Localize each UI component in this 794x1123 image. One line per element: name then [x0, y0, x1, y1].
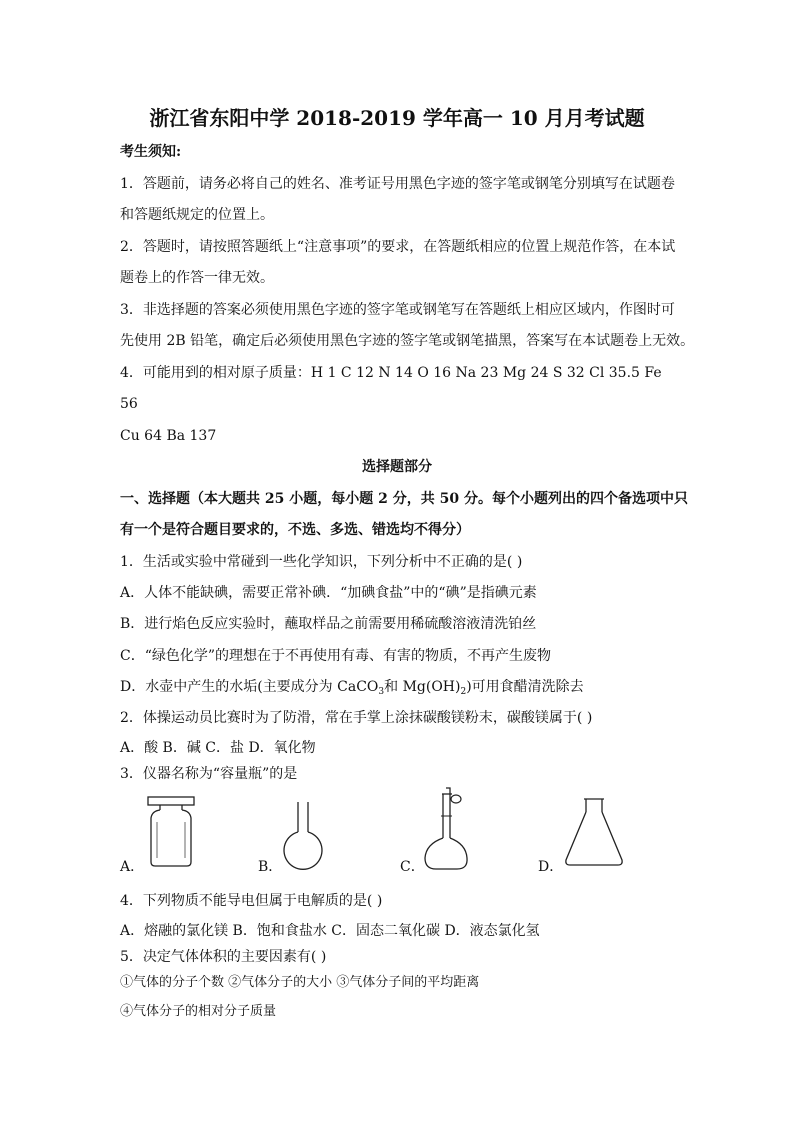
- q5-line-1: ①气体的分子个数 ②气体分子的大小 ③气体分子间的平均距离: [120, 975, 480, 990]
- reagent-bottle-image: [146, 796, 196, 868]
- part1-heading-a: 一、选择题（本大题共 25 小题，每小题 2 分，共 50 分。每个小题列出的四个备选项中只: [120, 491, 688, 507]
- q4-options: A．熔融的氯化镁 B．饱和食盐水 C．固态二氧化碳 D．液态氯化氢: [120, 923, 540, 939]
- q1-option-d-pre: D．水壶中产生的水垢(主要成分为 CaCO: [120, 679, 379, 695]
- q1-stem: 1．生活或实验中常碰到一些化学知识，下列分析中不正确的是( ): [120, 554, 523, 570]
- notice-item-2b: 题卷上的作答一律无效。: [120, 270, 274, 286]
- q1-option-d-mid: 和 Mg(OH): [384, 679, 461, 695]
- notice-item-2a: 2．答题时，请按照答题纸上“注意事项”的要求，在答题纸相应的位置上规范作答，在本试: [120, 239, 676, 255]
- q3-option-c-label: C．: [400, 859, 425, 875]
- volumetric-flask-image: [420, 786, 472, 872]
- notice-heading: 考生须知:: [120, 144, 182, 160]
- notice-item-1b: 和答题纸规定的位置上。: [120, 207, 274, 223]
- notice-item-4b: 56: [120, 396, 138, 412]
- notice-item-3a: 3．非选择题的答案必须使用黑色字迹的签字笔或钢笔写在答题纸上相应区域内，作图时可: [120, 302, 675, 318]
- round-bottom-flask-image: [280, 800, 326, 870]
- q2-stem: 2．体操运动员比赛时为了防滑，常在手掌上涂抹碳酸镁粉末，碳酸镁属于( ): [120, 710, 593, 726]
- q1-option-d-sub1: 3: [378, 687, 385, 697]
- notice-item-3b: 先使用 2B 铅笔，确定后必须使用黑色字迹的签字笔或钢笔描黑，答案写在本试题卷上无效。: [120, 333, 695, 349]
- q1-option-d-post: )可用食醋清洗除去: [466, 679, 584, 695]
- q3-option-a-label: A．: [120, 859, 145, 875]
- q4-stem: 4．下列物质不能导电但属于电解质的是( ): [120, 893, 383, 909]
- q3-option-b-label: B．: [258, 859, 283, 875]
- q5-stem: 5．决定气体体积的主要因素有( ): [120, 949, 327, 965]
- page-title: 浙江省东阳中学 2018-2019 学年高一 10 月月考试题: [149, 106, 645, 130]
- q1-option-d: [120, 678, 584, 701]
- q1-option-a: A．人体不能缺碘，需要正常补碘．“加碘食盐”中的“碘”是指碘元素: [120, 585, 537, 601]
- q3-stem: 3．仪器名称为“容量瓶”的是: [120, 766, 298, 782]
- q1-option-c: C．“绿色化学”的理想在于不再使用有毒、有害的物质，不再产生废物: [120, 648, 552, 664]
- q5-line-2: ④气体分子的相对分子质量: [120, 1004, 277, 1019]
- conical-flask-image: [562, 796, 626, 868]
- notice-item-1a: 1．答题前，请务必将自己的姓名、准考证号用黑色字迹的签字笔或钢笔分别填写在试题卷: [120, 176, 675, 192]
- q2-options: A．酸 B．碱 C．盐 D．氧化物: [120, 740, 316, 756]
- q3-option-d-label: D．: [538, 859, 564, 875]
- notice-item-4c: Cu 64 Ba 137: [120, 428, 217, 444]
- q1-option-b: B．进行焰色反应实验时，蘸取样品之前需要用稀硫酸溶液清洗铂丝: [120, 616, 537, 632]
- part1-heading-b: 有一个是符合题目要求的，不选、多选、错选均不得分）: [120, 522, 470, 538]
- q1-option-d-sub2: 2: [460, 687, 467, 697]
- notice-item-4a: 4．可能用到的相对原子质量：H 1 C 12 N 14 O 16 Na 23 Mg 24 S 32 Cl 35.5 Fe: [120, 365, 662, 381]
- section-heading: 选择题部分: [362, 459, 432, 475]
